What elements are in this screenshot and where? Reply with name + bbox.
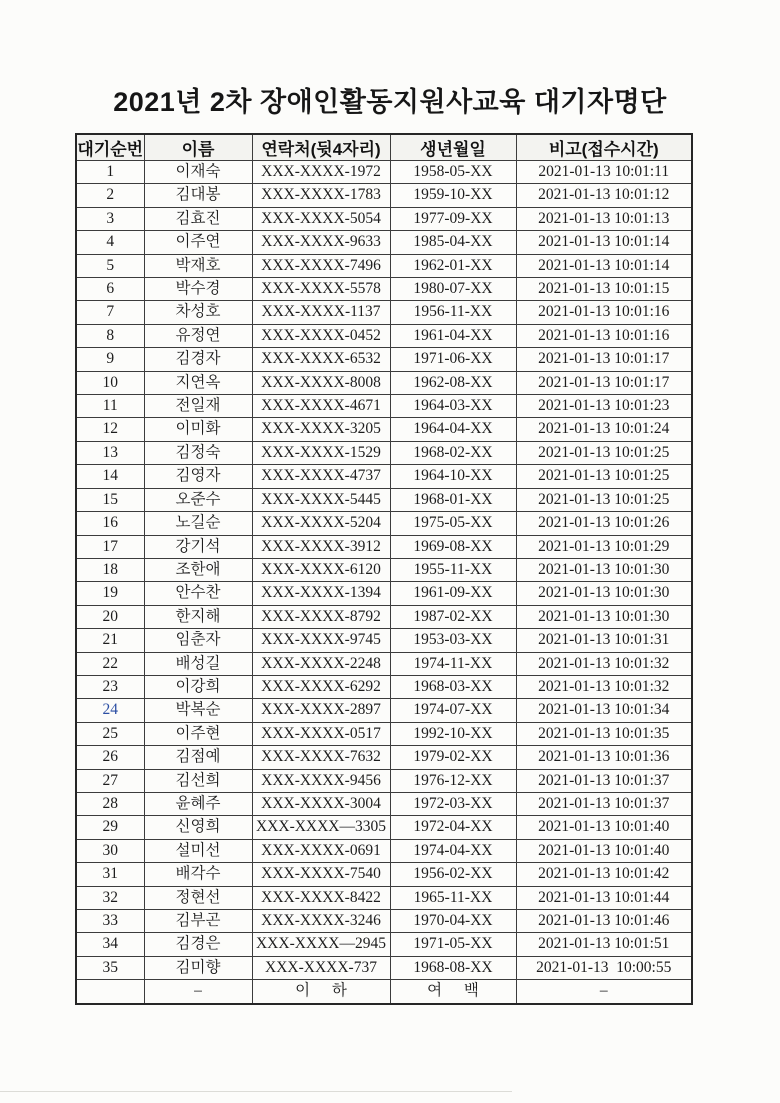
cell-waiting-number: 20 [76, 605, 144, 628]
cell-phone: XXX-XXXX-1394 [252, 582, 390, 605]
table-row [76, 324, 692, 347]
cell-waiting-number: 34 [76, 933, 144, 956]
table-row [76, 652, 692, 675]
table-row [76, 839, 692, 862]
cell-waiting-number: 19 [76, 582, 144, 605]
cell-name: 한지해 [144, 605, 252, 628]
table-row [76, 184, 692, 207]
cell-birthdate: 1953-03-XX [390, 629, 516, 652]
cell-phone: XXX-XXXX-7540 [252, 863, 390, 886]
table-row [76, 769, 692, 792]
table-row [76, 418, 692, 441]
cell-note: 2021-01-13 10:01:37 [516, 792, 692, 815]
header-row [76, 134, 692, 161]
cell-phone: XXX-XXXX-3912 [252, 535, 390, 558]
cell-name: 박복순 [144, 699, 252, 722]
cell-phone: XXX-XXXX-1529 [252, 441, 390, 464]
table-row [76, 161, 692, 184]
cell-waiting-number: 16 [76, 512, 144, 535]
table-row [76, 231, 692, 254]
cell-name: 김대봉 [144, 184, 252, 207]
cell-phone: XXX-XXXX-2897 [252, 699, 390, 722]
cell-name: 김미향 [144, 956, 252, 979]
cell-note: 2021-01-13 10:01:30 [516, 605, 692, 628]
footer-cell-phone: 이 하 [252, 980, 390, 1004]
cell-name: 배성길 [144, 652, 252, 675]
header-cell-note: 비고(접수시간) [516, 134, 692, 161]
cell-birthdate: 1968-03-XX [390, 675, 516, 698]
cell-note: 2021-01-13 10:01:25 [516, 441, 692, 464]
cell-waiting-number: 17 [76, 535, 144, 558]
cell-birthdate: 1974-07-XX [390, 699, 516, 722]
cell-note: 2021-01-13 10:01:23 [516, 395, 692, 418]
cell-phone: XXX-XXXX-5054 [252, 207, 390, 230]
cell-phone: XXX-XXXX—3305 [252, 816, 390, 839]
table-row [76, 278, 692, 301]
table-row [76, 371, 692, 394]
cell-waiting-number: 11 [76, 395, 144, 418]
cell-waiting-number: 24 [76, 699, 144, 722]
cell-note: 2021-01-13 10:01:25 [516, 488, 692, 511]
cell-birthdate: 1961-09-XX [390, 582, 516, 605]
cell-waiting-number: 31 [76, 863, 144, 886]
cell-waiting-number: 1 [76, 161, 144, 184]
waitlist-table [75, 133, 693, 1005]
cell-name: 지연옥 [144, 371, 252, 394]
cell-waiting-number: 28 [76, 792, 144, 815]
cell-phone: XXX-XXXX-4671 [252, 395, 390, 418]
cell-waiting-number: 25 [76, 722, 144, 745]
cell-birthdate: 1956-11-XX [390, 301, 516, 324]
table-row [76, 395, 692, 418]
table-row [76, 488, 692, 511]
cell-birthdate: 1992-10-XX [390, 722, 516, 745]
cell-birthdate: 1964-04-XX [390, 418, 516, 441]
cell-phone: XXX-XXXX-737 [252, 956, 390, 979]
cell-note: 2021-01-13 10:01:40 [516, 816, 692, 839]
cell-waiting-number: 6 [76, 278, 144, 301]
cell-phone: XXX-XXXX-7496 [252, 254, 390, 277]
table-row [76, 582, 692, 605]
cell-name: 김효진 [144, 207, 252, 230]
cell-waiting-number: 12 [76, 418, 144, 441]
cell-birthdate: 1975-05-XX [390, 512, 516, 535]
cell-waiting-number: 35 [76, 956, 144, 979]
cell-note: 2021-01-13 10:01:15 [516, 278, 692, 301]
cell-name: 조한애 [144, 558, 252, 581]
table-row [76, 558, 692, 581]
cell-phone: XXX-XXXX-9456 [252, 769, 390, 792]
cell-waiting-number: 29 [76, 816, 144, 839]
cell-note: 2021-01-13 10:01:35 [516, 722, 692, 745]
cell-waiting-number: 22 [76, 652, 144, 675]
cell-note: 2021-01-13 10:01:16 [516, 301, 692, 324]
cell-note: 2021-01-13 10:01:11 [516, 161, 692, 184]
header-cell-birthdate: 생년월일 [390, 134, 516, 161]
cell-note: 2021-01-13 10:01:29 [516, 535, 692, 558]
cell-phone: XXX-XXXX-3004 [252, 792, 390, 815]
table-row [76, 512, 692, 535]
cell-birthdate: 1971-06-XX [390, 348, 516, 371]
header-cell-waiting-number: 대기순번 [76, 134, 144, 161]
cell-phone: XXX-XXXX-1137 [252, 301, 390, 324]
cell-name: 김선희 [144, 769, 252, 792]
cell-phone: XXX-XXXX—2945 [252, 933, 390, 956]
cell-note: 2021-01-13 10:01:31 [516, 629, 692, 652]
table-row [76, 675, 692, 698]
cell-name: 박수경 [144, 278, 252, 301]
cell-name: 설미선 [144, 839, 252, 862]
cell-waiting-number: 30 [76, 839, 144, 862]
cell-name: 배각수 [144, 863, 252, 886]
cell-name: 김점예 [144, 746, 252, 769]
cell-note: 2021-01-13 10:01:30 [516, 558, 692, 581]
table-row [76, 207, 692, 230]
header-cell-name: 이름 [144, 134, 252, 161]
cell-birthdate: 1976-12-XX [390, 769, 516, 792]
table-header [76, 134, 692, 161]
cell-note: 2021-01-13 10:01:16 [516, 324, 692, 347]
cell-waiting-number: 14 [76, 465, 144, 488]
cell-birthdate: 1955-11-XX [390, 558, 516, 581]
cell-phone: XXX-XXXX-8422 [252, 886, 390, 909]
cell-note: 2021-01-13 10:01:17 [516, 371, 692, 394]
cell-name: 이주연 [144, 231, 252, 254]
cell-waiting-number: 4 [76, 231, 144, 254]
cell-note: 2021-01-13 10:01:17 [516, 348, 692, 371]
cell-waiting-number: 3 [76, 207, 144, 230]
cell-note: 2021-01-13 10:01:26 [516, 512, 692, 535]
table-row [76, 722, 692, 745]
cell-note: 2021-01-13 10:01:14 [516, 254, 692, 277]
cell-phone: XXX-XXXX-8792 [252, 605, 390, 628]
cell-phone: XXX-XXXX-4737 [252, 465, 390, 488]
table-row [76, 933, 692, 956]
cell-name: 오준수 [144, 488, 252, 511]
cell-birthdate: 1972-03-XX [390, 792, 516, 815]
cell-waiting-number: 15 [76, 488, 144, 511]
cell-birthdate: 1980-07-XX [390, 278, 516, 301]
footer-cell-name: – [144, 980, 252, 1004]
cell-name: 이재숙 [144, 161, 252, 184]
cell-phone: XXX-XXXX-9633 [252, 231, 390, 254]
table-row [76, 910, 692, 933]
cell-note: 2021-01-13 10:00:55 [516, 956, 692, 979]
table-row [76, 535, 692, 558]
cell-waiting-number: 2 [76, 184, 144, 207]
cell-birthdate: 1964-03-XX [390, 395, 516, 418]
cell-name: 김영자 [144, 465, 252, 488]
cell-birthdate: 1974-04-XX [390, 839, 516, 862]
cell-name: 이미화 [144, 418, 252, 441]
table-row [76, 816, 692, 839]
table-row [76, 956, 692, 979]
cell-phone: XXX-XXXX-3246 [252, 910, 390, 933]
cell-note: 2021-01-13 10:01:24 [516, 418, 692, 441]
cell-note: 2021-01-13 10:01:42 [516, 863, 692, 886]
page-title: 2021년 2차 장애인활동지원사교육 대기자명단 [113, 87, 667, 117]
cell-phone: XXX-XXXX-6292 [252, 675, 390, 698]
cell-name: 김경은 [144, 933, 252, 956]
cell-phone: XXX-XXXX-8008 [252, 371, 390, 394]
cell-phone: XXX-XXXX-9745 [252, 629, 390, 652]
table-row [76, 746, 692, 769]
cell-note: 2021-01-13 10:01:14 [516, 231, 692, 254]
cell-birthdate: 1971-05-XX [390, 933, 516, 956]
table-row [76, 348, 692, 371]
cell-birthdate: 1965-11-XX [390, 886, 516, 909]
cell-note: 2021-01-13 10:01:32 [516, 675, 692, 698]
cell-waiting-number: 7 [76, 301, 144, 324]
cell-waiting-number: 27 [76, 769, 144, 792]
cell-name: 안수찬 [144, 582, 252, 605]
cell-waiting-number: 10 [76, 371, 144, 394]
cell-name: 강기석 [144, 535, 252, 558]
cell-birthdate: 1962-01-XX [390, 254, 516, 277]
cell-phone: XXX-XXXX-7632 [252, 746, 390, 769]
cell-note: 2021-01-13 10:01:32 [516, 652, 692, 675]
cell-name: 정현선 [144, 886, 252, 909]
table-row [76, 301, 692, 324]
cell-waiting-number: 26 [76, 746, 144, 769]
cell-name: 이주현 [144, 722, 252, 745]
table-row [76, 699, 692, 722]
cell-waiting-number: 23 [76, 675, 144, 698]
cell-phone: XXX-XXXX-5445 [252, 488, 390, 511]
cell-birthdate: 1985-04-XX [390, 231, 516, 254]
cell-birthdate: 1959-10-XX [390, 184, 516, 207]
cell-name: 노길순 [144, 512, 252, 535]
cell-waiting-number: 13 [76, 441, 144, 464]
footer-row [76, 980, 692, 1004]
cell-name: 신영희 [144, 816, 252, 839]
cell-birthdate: 1972-04-XX [390, 816, 516, 839]
table-body [76, 161, 692, 980]
footer-cell-no [76, 980, 144, 1004]
cell-note: 2021-01-13 10:01:36 [516, 746, 692, 769]
cell-birthdate: 1969-08-XX [390, 535, 516, 558]
cell-name: 전일재 [144, 395, 252, 418]
cell-waiting-number: 21 [76, 629, 144, 652]
cell-phone: XXX-XXXX-6532 [252, 348, 390, 371]
cell-waiting-number: 32 [76, 886, 144, 909]
cell-name: 임춘자 [144, 629, 252, 652]
table-row [76, 792, 692, 815]
cell-birthdate: 1977-09-XX [390, 207, 516, 230]
cell-birthdate: 1958-05-XX [390, 161, 516, 184]
table-row [76, 441, 692, 464]
cell-phone: XXX-XXXX-3205 [252, 418, 390, 441]
cell-name: 윤혜주 [144, 792, 252, 815]
cell-name: 이강희 [144, 675, 252, 698]
cell-phone: XXX-XXXX-5578 [252, 278, 390, 301]
cell-note: 2021-01-13 10:01:30 [516, 582, 692, 605]
table-row [76, 629, 692, 652]
cell-note: 2021-01-13 10:01:37 [516, 769, 692, 792]
cell-note: 2021-01-13 10:01:51 [516, 933, 692, 956]
cell-name: 김경자 [144, 348, 252, 371]
table-row [76, 465, 692, 488]
cell-waiting-number: 5 [76, 254, 144, 277]
cell-name: 김정숙 [144, 441, 252, 464]
cell-birthdate: 1987-02-XX [390, 605, 516, 628]
cell-birthdate: 1968-01-XX [390, 488, 516, 511]
cell-birthdate: 1968-08-XX [390, 956, 516, 979]
cell-name: 김부곤 [144, 910, 252, 933]
footer-cell-note: – [516, 980, 692, 1004]
cell-name: 차성호 [144, 301, 252, 324]
cell-birthdate: 1979-02-XX [390, 746, 516, 769]
cell-waiting-number: 8 [76, 324, 144, 347]
cell-birthdate: 1956-02-XX [390, 863, 516, 886]
table-row [76, 254, 692, 277]
cell-phone: XXX-XXXX-5204 [252, 512, 390, 535]
cell-note: 2021-01-13 10:01:12 [516, 184, 692, 207]
cell-phone: XXX-XXXX-0691 [252, 839, 390, 862]
cell-birthdate: 1962-08-XX [390, 371, 516, 394]
cell-birthdate: 1968-02-XX [390, 441, 516, 464]
cell-note: 2021-01-13 10:01:40 [516, 839, 692, 862]
cell-phone: XXX-XXXX-0452 [252, 324, 390, 347]
cell-birthdate: 1964-10-XX [390, 465, 516, 488]
cell-phone: XXX-XXXX-1972 [252, 161, 390, 184]
cell-name: 박재호 [144, 254, 252, 277]
table-row [76, 886, 692, 909]
table-row [76, 863, 692, 886]
cell-birthdate: 1961-04-XX [390, 324, 516, 347]
cell-note: 2021-01-13 10:01:46 [516, 910, 692, 933]
cell-note: 2021-01-13 10:01:44 [516, 886, 692, 909]
cell-waiting-number: 9 [76, 348, 144, 371]
cell-waiting-number: 33 [76, 910, 144, 933]
cell-note: 2021-01-13 10:01:13 [516, 207, 692, 230]
footer-cell-birth: 여 백 [390, 980, 516, 1004]
cell-phone: XXX-XXXX-2248 [252, 652, 390, 675]
cell-phone: XXX-XXXX-0517 [252, 722, 390, 745]
cell-birthdate: 1970-04-XX [390, 910, 516, 933]
cell-name: 유정연 [144, 324, 252, 347]
cell-note: 2021-01-13 10:01:34 [516, 699, 692, 722]
cell-note: 2021-01-13 10:01:25 [516, 465, 692, 488]
header-cell-phone: 연락처(뒷4자리) [252, 134, 390, 161]
scan-artifact-line [0, 1091, 512, 1092]
table-row [76, 605, 692, 628]
cell-birthdate: 1974-11-XX [390, 652, 516, 675]
cell-waiting-number: 18 [76, 558, 144, 581]
cell-phone: XXX-XXXX-1783 [252, 184, 390, 207]
cell-phone: XXX-XXXX-6120 [252, 558, 390, 581]
